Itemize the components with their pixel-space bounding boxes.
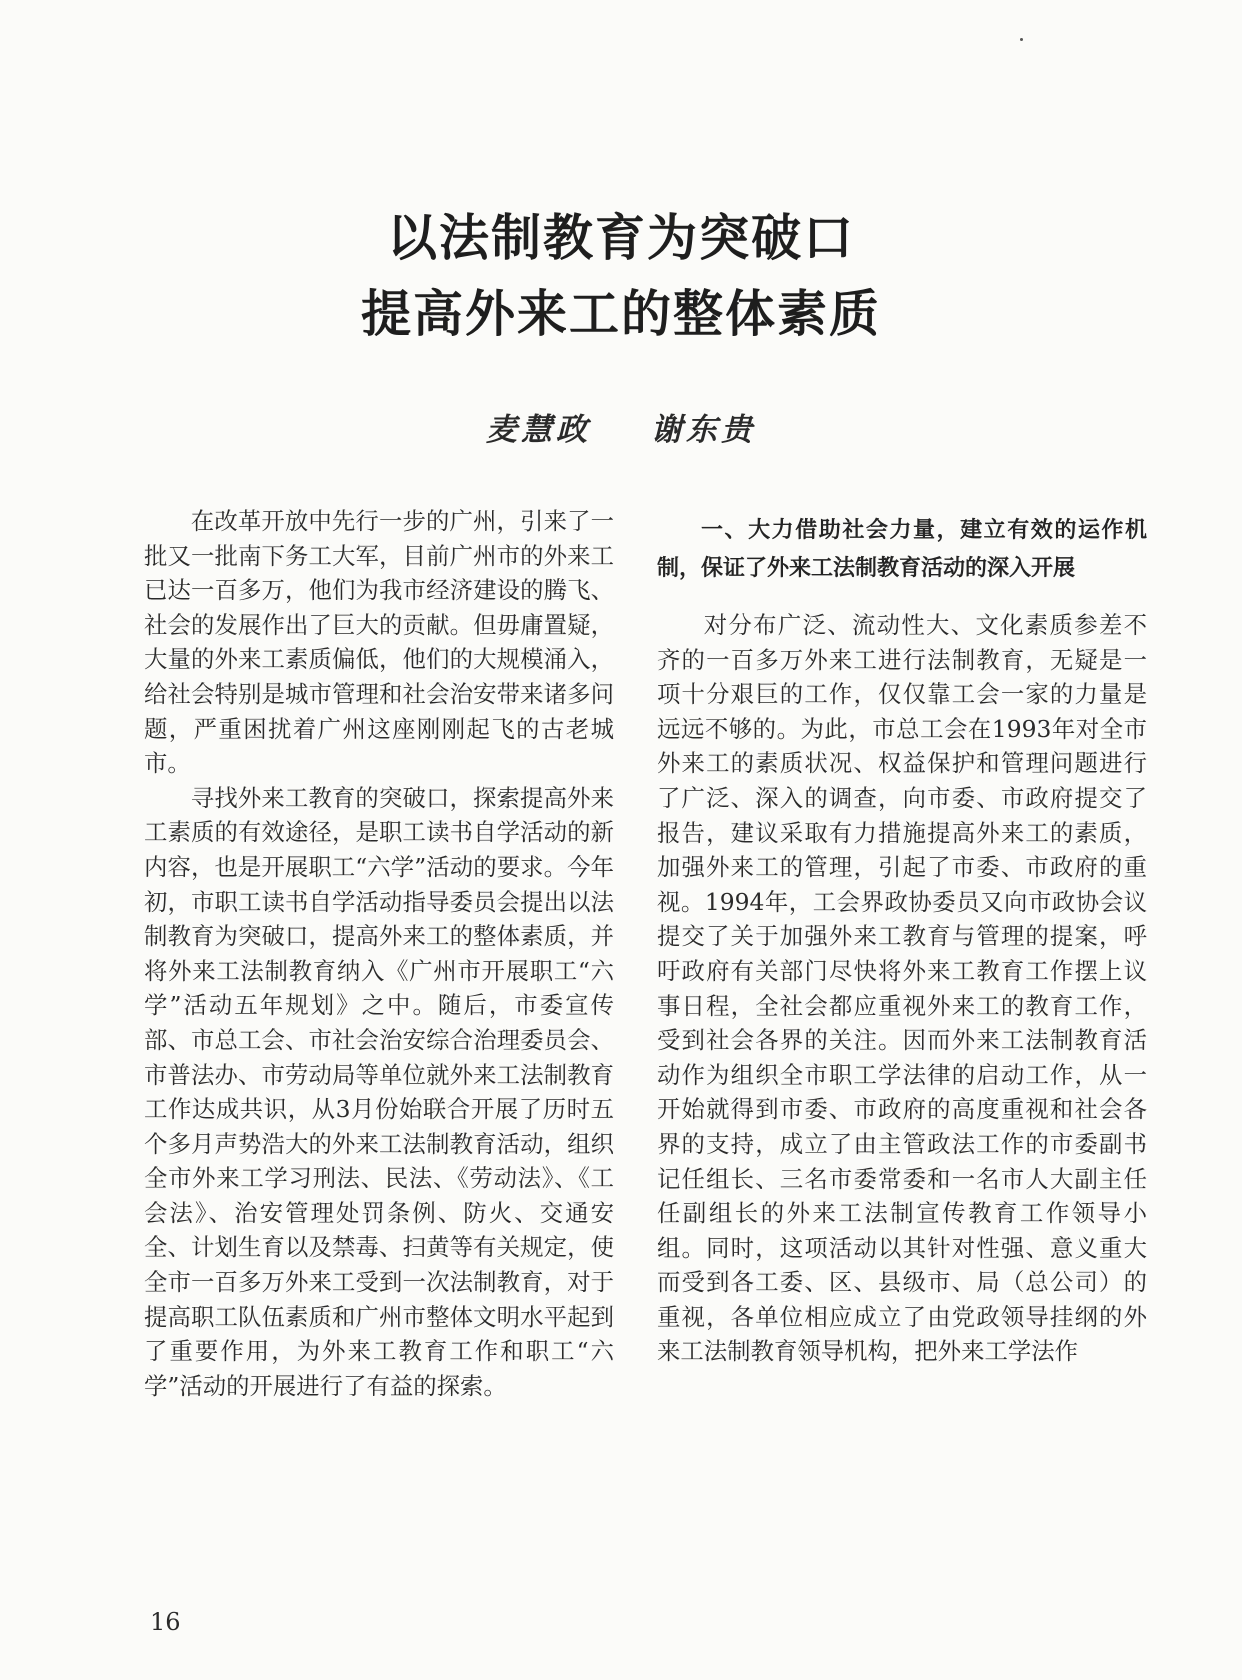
left-text-column <box>144 504 614 1403</box>
article-authors <box>0 404 1242 449</box>
author-name: 谢东贵 <box>651 412 756 448</box>
body-paragraph: 对分布广泛、流动性大、文化素质参差不齐的一百多万外来工进行法制教育，无疑是一项十分艰巨的工作，仅仅靠工会一家的力量是远远不够的。为此，市总工会在1993年对全市外来工的素质状况、权益保护和管理问题进行了广泛、深入的调查，向市委、市政府提交了报告，建议采取有力措施提高外来工的素质，加强外来工的管理，引起了市委、市政府的重视。1994年，工会界政协委员又向市政协会议提交了关于加强外来工教育与管理的提案，呼吁政府有关部门尽快将外来工教育工作摆上议事日程，全社会都应重视外来工的教育工作，受到社会各界的关注。因而外来工法制教育活动作为组织全市职工学法律的启动工作，从一开始就得到市委、市政府的高度重视和社会各界的支持，成立了由主管政法工作的市委副书记任组长、三名市委常委和一名市人大副主任任副组长的外来工法制宣传教育工作领导小组。同时，这项活动以其针对性强、意义重大而受到各工委、区、县级市、局（总公司）的重视，各单位相应成立了由党政领导挂纲的外来工法制教育领导机构，把外来工学法作 <box>657 611 1147 1366</box>
article-title-line-1: 以法制教育为突破口 <box>387 209 855 267</box>
section-heading: 一、大力借助社会力量，建立有效的运作机制，保证了外来工法制教育活动的深入开展 <box>657 518 1147 581</box>
body-paragraph: 在改革开放中先行一步的广州，引来了一批又一批南下务工大军，目前广州市的外来工已达一百多万，他们为我市经济建设的腾飞、社会的发展作出了巨大的贡献。但毋庸置疑，大量的外来工素质偏低，他们的大规模涌入，给社会特别是城市管理和社会治安带来诸多问题，严重困扰着广州这座刚刚起飞的古老城市。 <box>144 507 614 778</box>
page-number: 16 <box>150 1608 181 1636</box>
scan-speck <box>1020 38 1023 41</box>
author-name: 麦慧政 <box>486 412 591 448</box>
article-title-line-2: 提高外来工的整体素质 <box>361 285 881 343</box>
body-paragraph: 寻找外来工教育的突破口，探索提高外来工素质的有效途径，是职工读书自学活动的新内容，也是开展职工“六学”活动的要求。今年初，市职工读书自学活动指导委员会提出以法制教育为突破口，提高外来工的整体素质，并将外来工法制教育纳入《广州市开展职工“六学”活动五年规划》之中。随后，市委宣传部、市总工会、市社会治安综合治理委员会、市普法办、市劳动局等单位就外来工法制教育工作达成共识，从3月份始联合开展了历时五个多月声势浩大的外来工法制教育活动，组织全市外来工学习刑法、民法、《劳动法》、《工会法》、治安管理处罚条例、防火、交通安全、计划生育以及禁毒、扫黄等有关规定，使全市一百多万外来工受到一次法制教育，对于提高职工队伍素质和广州市整体文明水平起到了重要作用，为外来工教育工作和职工“六学”活动的开展进行了有益的探索。 <box>144 783 614 1400</box>
right-text-column <box>657 504 1147 1369</box>
